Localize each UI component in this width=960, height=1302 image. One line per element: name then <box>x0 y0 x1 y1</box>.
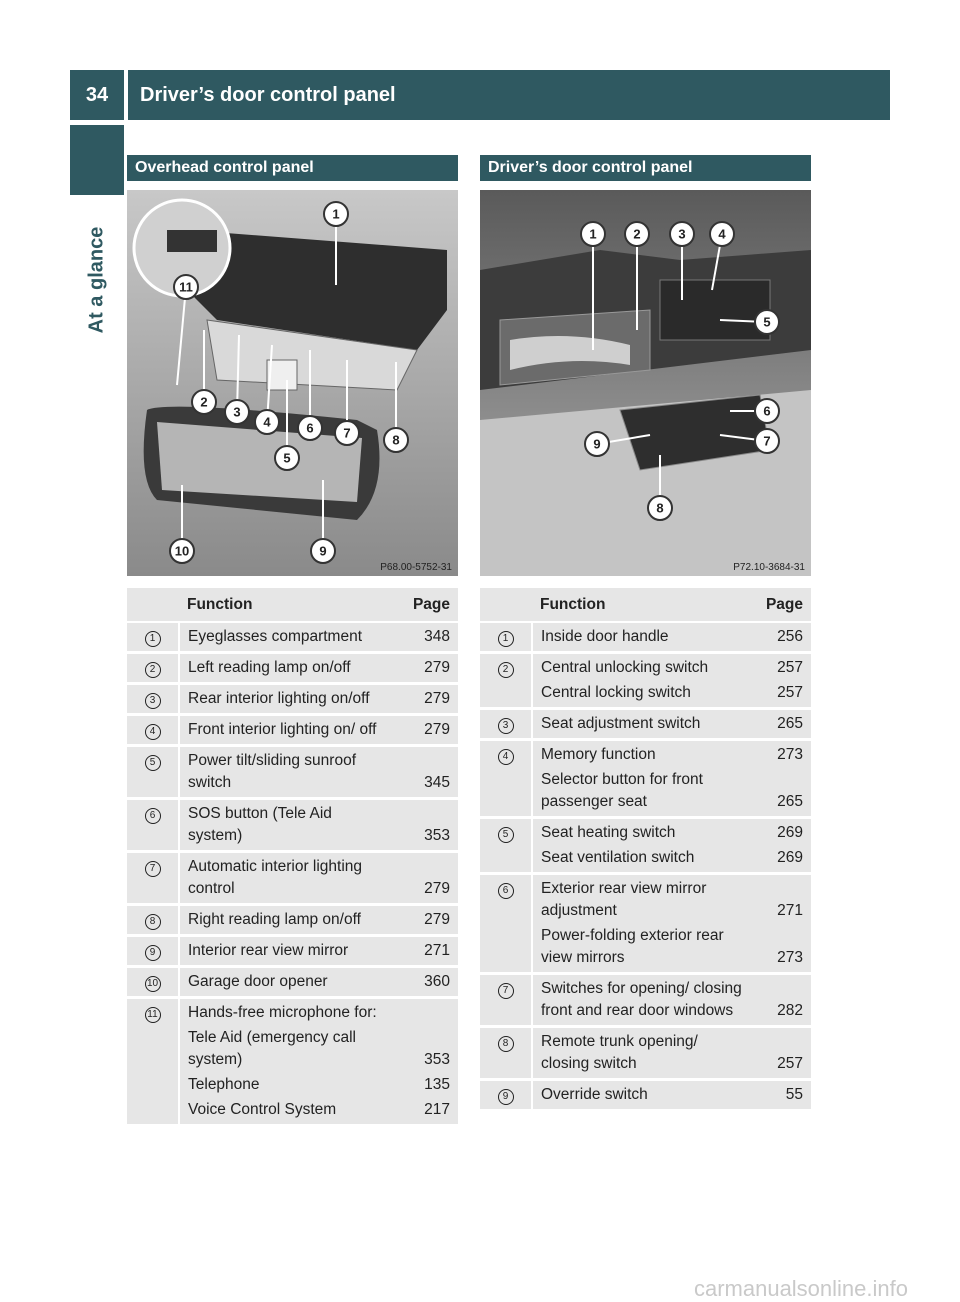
function-text: Telephone <box>188 1076 260 1093</box>
item-number-cell <box>127 936 179 967</box>
function-text: Seat ventilation switch <box>541 849 695 866</box>
overhead-section-title: Overhead control panel <box>127 155 458 181</box>
function-text: Override switch <box>541 1086 648 1103</box>
callout-4 <box>710 222 734 246</box>
item-number-cell <box>480 622 532 653</box>
callout-4 <box>255 410 279 434</box>
function-line <box>541 878 803 922</box>
table-row <box>480 740 811 818</box>
item-number-badge: 2 <box>498 662 514 678</box>
item-number-badge: 1 <box>145 631 161 647</box>
table-row <box>480 1027 811 1080</box>
page-ref[interactable]: 217 <box>424 1101 450 1118</box>
function-cell <box>179 967 398 998</box>
function-text: Memory function <box>541 746 656 763</box>
item-number-badge: 5 <box>498 827 514 843</box>
function-cell <box>179 799 398 852</box>
page-ref[interactable]: 282 <box>777 1002 803 1019</box>
function-text: Central locking switch <box>541 684 691 701</box>
table-row <box>480 1080 811 1111</box>
callout-11 <box>174 275 198 299</box>
page-ref[interactable]: 269 <box>777 824 803 841</box>
page-cell <box>398 936 458 967</box>
page-ref[interactable]: 135 <box>424 1076 450 1093</box>
function-line <box>541 925 803 969</box>
function-text: SOS button (Tele Aid system) <box>188 805 332 844</box>
callout-7 <box>755 429 779 453</box>
callout-3 <box>670 222 694 246</box>
item-number-cell <box>127 684 179 715</box>
function-line <box>188 1099 450 1121</box>
table-row <box>127 936 458 967</box>
callout-9 <box>585 432 609 456</box>
callout-6 <box>755 399 779 423</box>
table-row <box>127 622 458 653</box>
callout-3 <box>225 400 249 424</box>
table-header-row <box>127 588 458 622</box>
table-row <box>127 905 458 936</box>
function-text: Garage door opener <box>188 973 328 990</box>
item-number-badge: 8 <box>145 914 161 930</box>
item-number-cell <box>480 740 532 818</box>
function-text: Interior rear view mirror <box>188 942 349 959</box>
door-panel-photo <box>480 190 811 576</box>
page-ref[interactable]: 265 <box>777 715 803 732</box>
page-ref[interactable]: 271 <box>424 942 450 959</box>
item-number-cell <box>480 974 532 1027</box>
page-title: Driver’s door control panel <box>128 70 890 120</box>
item-number-cell <box>480 709 532 740</box>
function-text: Voice Control System <box>188 1101 337 1118</box>
callout-6 <box>298 416 322 440</box>
side-label-text: At a glance <box>85 226 108 334</box>
svg-text:7: 7 <box>343 425 351 441</box>
function-text: Inside door handle <box>541 628 669 645</box>
svg-text:1: 1 <box>589 226 597 242</box>
item-number-cell <box>127 852 179 905</box>
function-text: Hands-free microphone for: <box>188 1004 377 1021</box>
function-text: Front interior lighting on/ off <box>188 721 377 738</box>
function-text: Left reading lamp on/off <box>188 659 351 676</box>
table-row <box>127 715 458 746</box>
table-row <box>480 874 811 974</box>
header-num <box>127 588 179 622</box>
image-reference: P68.00-5752-31 <box>380 562 452 573</box>
function-cell <box>179 905 398 936</box>
svg-text:5: 5 <box>283 450 291 466</box>
function-text: Eyeglasses compartment <box>188 628 363 645</box>
page-cell <box>751 1027 811 1080</box>
page-ref[interactable]: 273 <box>777 746 803 763</box>
item-number-cell <box>127 653 179 684</box>
function-cell <box>179 998 458 1126</box>
svg-text:8: 8 <box>392 432 400 448</box>
function-cell <box>179 684 398 715</box>
function-line <box>541 847 803 869</box>
page-ref[interactable]: 353 <box>424 827 450 844</box>
item-number-badge: 4 <box>145 724 161 740</box>
item-number-badge: 8 <box>498 1036 514 1052</box>
svg-text:6: 6 <box>306 420 314 436</box>
page-cell <box>398 905 458 936</box>
table-row <box>127 998 458 1126</box>
function-cell <box>532 622 751 653</box>
side-tab <box>70 125 124 195</box>
callout-8 <box>384 428 408 452</box>
function-line <box>541 769 803 813</box>
item-number-badge: 3 <box>498 718 514 734</box>
header-num <box>480 588 532 622</box>
page-ref[interactable]: 257 <box>777 1055 803 1072</box>
table-row <box>480 974 811 1027</box>
item-number-badge: 10 <box>145 976 161 992</box>
table-row <box>127 799 458 852</box>
page-ref[interactable]: 353 <box>424 1051 450 1068</box>
function-line <box>541 744 803 766</box>
item-number-badge: 5 <box>145 755 161 771</box>
page-ref[interactable]: 279 <box>424 721 450 738</box>
table-row <box>127 684 458 715</box>
overhead-panel-photo <box>127 190 458 576</box>
door-table-body <box>480 622 811 1111</box>
table-row <box>480 709 811 740</box>
side-label <box>62 205 132 355</box>
page-cell <box>751 974 811 1027</box>
page-ref[interactable]: 257 <box>777 684 803 701</box>
callout-1 <box>324 202 348 226</box>
item-number-cell <box>127 967 179 998</box>
function-cell <box>532 1080 751 1111</box>
footer-watermark: carmanualsonline.info <box>693 1276 908 1301</box>
page-ref[interactable]: 348 <box>424 628 450 645</box>
function-cell <box>532 653 811 709</box>
page-ref[interactable]: 279 <box>424 690 450 707</box>
table-row <box>127 653 458 684</box>
item-number-badge: 9 <box>498 1089 514 1105</box>
item-number-cell <box>127 905 179 936</box>
callout-9 <box>311 539 335 563</box>
function-text: Remote trunk opening/ closing switch <box>541 1033 698 1072</box>
item-number-cell <box>480 874 532 974</box>
function-line <box>188 1002 450 1024</box>
page-cell <box>398 684 458 715</box>
svg-text:5: 5 <box>763 314 771 330</box>
page-ref[interactable]: 279 <box>424 880 450 897</box>
callout-1 <box>581 222 605 246</box>
page-cell <box>751 1080 811 1111</box>
item-number-cell <box>480 1027 532 1080</box>
table-row <box>127 967 458 998</box>
function-text: Right reading lamp on/off <box>188 911 361 928</box>
page-ref[interactable]: 360 <box>424 973 450 990</box>
svg-text:1: 1 <box>332 206 340 222</box>
overhead-function-table <box>127 588 458 1127</box>
item-number-cell <box>127 799 179 852</box>
page-ref[interactable]: 345 <box>424 774 450 791</box>
function-text: Central unlocking switch <box>541 659 709 676</box>
svg-text:6: 6 <box>763 403 771 419</box>
page-ref[interactable]: 265 <box>777 793 803 810</box>
page-ref[interactable]: 257 <box>777 659 803 676</box>
door-section-title: Driver’s door control panel <box>480 155 811 181</box>
table-row <box>480 653 811 709</box>
page-cell <box>398 852 458 905</box>
function-text: Power tilt/sliding sunroof switch <box>188 752 356 791</box>
callout-8 <box>648 496 672 520</box>
page-ref[interactable]: 256 <box>777 628 803 645</box>
item-number-badge: 1 <box>498 631 514 647</box>
page-ref[interactable]: 273 <box>777 949 803 966</box>
page-ref[interactable]: 271 <box>777 902 803 919</box>
callout-2 <box>625 222 649 246</box>
page-cell <box>398 622 458 653</box>
svg-text:3: 3 <box>233 404 241 420</box>
svg-text:4: 4 <box>263 414 271 430</box>
function-text: Power-folding exterior rear view mirrors <box>541 927 724 966</box>
page-ref[interactable]: 269 <box>777 849 803 866</box>
page-cell <box>398 967 458 998</box>
item-number-badge: 9 <box>145 945 161 961</box>
table-row <box>480 622 811 653</box>
page-cell <box>751 709 811 740</box>
svg-text:2: 2 <box>200 394 208 410</box>
function-cell <box>532 740 811 818</box>
function-cell <box>179 936 398 967</box>
item-number-cell <box>127 715 179 746</box>
function-cell <box>179 746 398 799</box>
svg-text:7: 7 <box>763 433 771 449</box>
page-cell <box>398 715 458 746</box>
callout-10 <box>170 539 194 563</box>
function-text: Selector button for front passenger seat <box>541 771 703 810</box>
function-cell <box>532 1027 751 1080</box>
function-text: Rear interior lighting on/off <box>188 690 370 707</box>
table-row <box>127 852 458 905</box>
item-number-badge: 3 <box>145 693 161 709</box>
function-cell <box>179 715 398 746</box>
function-text: Automatic interior lighting control <box>188 858 363 897</box>
page-cell <box>398 746 458 799</box>
function-cell <box>532 974 751 1027</box>
page-ref[interactable]: 279 <box>424 659 450 676</box>
item-number-cell <box>127 622 179 653</box>
function-cell <box>179 653 398 684</box>
image-reference: P72.10-3684-31 <box>733 562 805 573</box>
function-cell <box>532 874 811 974</box>
table-row <box>127 746 458 799</box>
function-line <box>541 657 803 679</box>
function-cell <box>179 852 398 905</box>
callout-2 <box>192 390 216 414</box>
header-function: Function <box>179 588 398 622</box>
page-ref[interactable]: 55 <box>785 1086 803 1103</box>
function-cell <box>532 709 751 740</box>
header-function: Function <box>532 588 751 622</box>
svg-text:11: 11 <box>179 279 193 295</box>
item-number-badge: 6 <box>498 883 514 899</box>
callout-5 <box>755 310 779 334</box>
function-line <box>188 1074 450 1096</box>
page-number: 34 <box>70 70 124 120</box>
svg-text:8: 8 <box>656 500 664 516</box>
overhead-table-body <box>127 622 458 1126</box>
function-text: Exterior rear view mirror adjustment <box>541 880 707 919</box>
function-line <box>188 1027 450 1071</box>
svg-text:9: 9 <box>593 436 601 452</box>
function-line <box>541 822 803 844</box>
item-number-cell <box>127 998 179 1126</box>
door-function-table <box>480 588 811 1112</box>
header-page: Page <box>398 588 458 622</box>
item-number-badge: 7 <box>498 983 514 999</box>
callout-5 <box>275 446 299 470</box>
table-header-row <box>480 588 811 622</box>
svg-text:10: 10 <box>174 543 190 559</box>
item-number-badge: 7 <box>145 861 161 877</box>
page-cell <box>751 622 811 653</box>
function-cell <box>532 818 811 874</box>
item-number-badge: 2 <box>145 662 161 678</box>
item-number-cell <box>480 653 532 709</box>
page-ref[interactable]: 279 <box>424 911 450 928</box>
function-text: Seat adjustment switch <box>541 715 701 732</box>
item-number-badge: 6 <box>145 808 161 824</box>
function-cell <box>179 622 398 653</box>
svg-text:2: 2 <box>633 226 641 242</box>
page-cell <box>398 799 458 852</box>
function-text: Seat heating switch <box>541 824 676 841</box>
function-line <box>541 682 803 704</box>
item-number-badge: 11 <box>145 1007 161 1023</box>
callout-7 <box>335 421 359 445</box>
item-number-cell <box>127 746 179 799</box>
svg-text:9: 9 <box>319 543 327 559</box>
function-text: Switches for opening/ closing front and rear door windows <box>541 980 742 1019</box>
header-page: Page <box>751 588 811 622</box>
function-text: Tele Aid (emergency call system) <box>188 1029 356 1068</box>
svg-text:3: 3 <box>678 226 686 242</box>
table-row <box>480 818 811 874</box>
item-number-cell <box>480 1080 532 1111</box>
item-number-badge: 4 <box>498 749 514 765</box>
item-number-cell <box>480 818 532 874</box>
page-cell <box>398 653 458 684</box>
svg-text:4: 4 <box>718 226 726 242</box>
